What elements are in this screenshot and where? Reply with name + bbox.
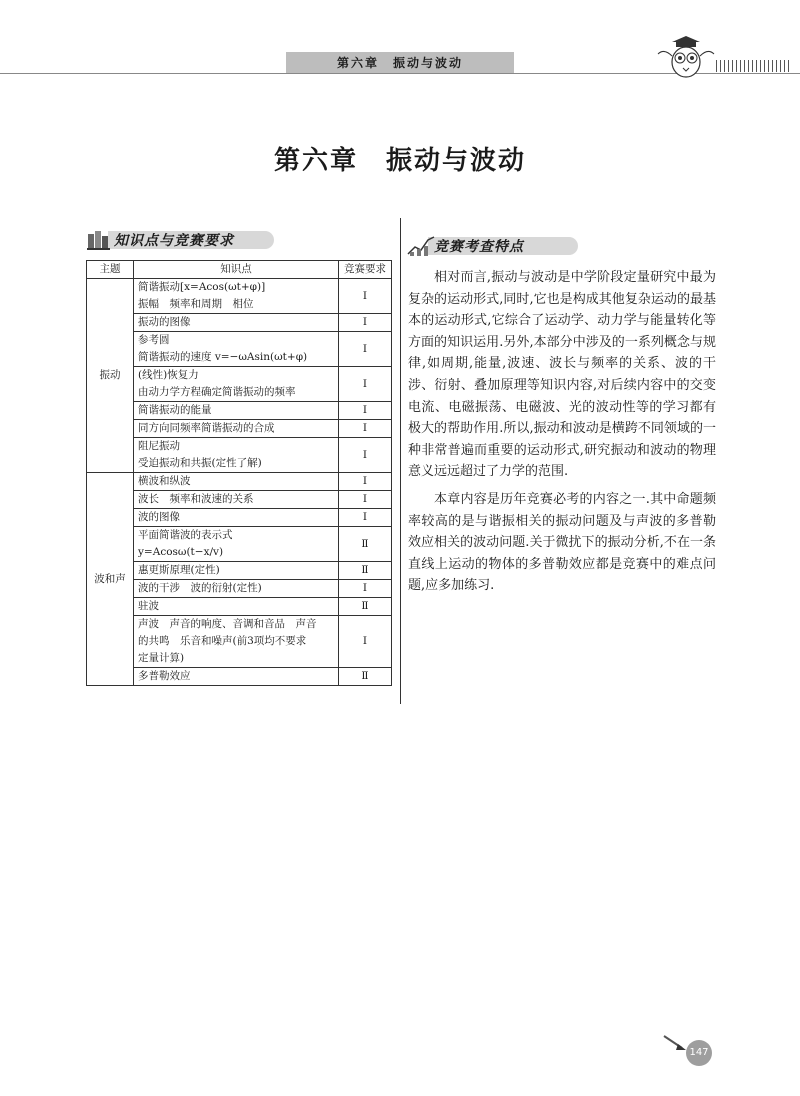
table-header-row <box>87 261 392 279</box>
header-requirement: 竞赛要求 <box>339 261 392 279</box>
knowledge-line: 参考圆 <box>138 334 170 346</box>
chapter-title: 第六章 振动与波动 <box>273 146 526 176</box>
knowledge-line: y=Acosω(t−x/v) <box>138 546 224 558</box>
knowledge-line: 振动的图像 <box>138 316 191 328</box>
paragraph-2: 本章内容是历年竞赛必考的内容之一.其中命题频率较高的是与谐振相关的振动问题及与声波的多普勒效应相关的波动问题.关于微扰下的振动分析,不在一条直线上运动的物体的多普勒效应都是竞赛中的难点问题,应多加练习. <box>408 492 716 594</box>
knowledge-line: 的共鸣 乐音和噪声(前3项均不要求 <box>138 635 307 647</box>
requirement-cell: Ⅰ <box>339 491 392 509</box>
knowledge-cell <box>134 438 339 473</box>
requirement-cell: Ⅰ <box>339 402 392 420</box>
knowledge-cell <box>134 562 339 580</box>
requirement-cell: Ⅰ <box>339 473 392 491</box>
paragraph-1: 相对而言,振动与波动是中学阶段定量研究中最为复杂的运动形式,同时,它也是构成其他复杂运动的最基本的运动形式,它综合了运动学、动力学与能量转化等方面的知识运用.另外,本部分中涉及的一系列概念与规律,如周期,能量,波速、波长与频率的关系、波的干涉、衍射、叠加原理等知识内容,对后续内容中的交变电流、电磁振荡、电磁波、光的波动性等的学习都有极大的帮助作用.所以,振动和波动是横跨不同领域的一种非常普遍而重要的运动形式,研究振动和波动的物理意义远远超过了力学的范围. <box>408 270 716 480</box>
requirement-cell: Ⅰ <box>339 580 392 598</box>
knowledge-line: 振幅 频率和周期 相位 <box>138 298 254 310</box>
knowledge-line: 多普勒效应 <box>138 670 191 682</box>
right-section-heading-text: 竞赛考查特点 <box>434 239 524 255</box>
knowledge-cell <box>134 580 339 598</box>
knowledge-cell <box>134 491 339 509</box>
knowledge-cell <box>134 314 339 332</box>
knowledge-line: 简谐振动的能量 <box>138 404 212 416</box>
mascot-icon <box>656 28 716 80</box>
knowledge-cell <box>134 402 339 420</box>
knowledge-cell <box>134 616 339 668</box>
column-divider <box>400 218 401 704</box>
left-section-heading-text: 知识点与竞赛要求 <box>114 233 234 249</box>
requirement-cell: Ⅱ <box>339 668 392 686</box>
knowledge-cell <box>134 598 339 616</box>
knowledge-line: 由动力学方程确定简谐振动的频率 <box>138 386 296 398</box>
knowledge-cell <box>134 279 339 314</box>
requirement-cell: Ⅰ <box>339 420 392 438</box>
page-number: 147 <box>686 1040 712 1066</box>
knowledge-line: 声波 声音的响度、音调和音品 声音 <box>138 618 317 630</box>
chart-icon <box>406 234 436 258</box>
knowledge-line: 横波和纵波 <box>138 475 191 487</box>
topic-cell: 振动 <box>87 279 134 473</box>
knowledge-line: 驻波 <box>138 600 159 612</box>
knowledge-line: 简谐振动的速度 v=−ωAsin(ωt+φ) <box>138 351 308 363</box>
page-arrow-icon <box>662 1034 688 1056</box>
knowledge-line: 平面简谐波的表示式 <box>138 529 233 541</box>
knowledge-cell <box>134 668 339 686</box>
knowledge-line: 简谐振动[x=Acos(ωt+φ)] <box>138 281 266 293</box>
knowledge-line: 波的图像 <box>138 511 180 523</box>
knowledge-cell <box>134 332 339 367</box>
requirement-cell: Ⅱ <box>339 527 392 562</box>
topic-cell: 波和声 <box>87 473 134 686</box>
knowledge-line: 惠更斯原理(定性) <box>138 564 220 576</box>
requirement-cell: Ⅰ <box>339 279 392 314</box>
header-stripes <box>716 60 792 72</box>
book-icon <box>86 228 112 252</box>
table-row <box>87 473 392 491</box>
running-header: 第六章 振动与波动 <box>286 52 514 74</box>
header-topic: 主题 <box>87 261 134 279</box>
knowledge-line: 波长 频率和波速的关系 <box>138 493 254 505</box>
left-section-heading <box>86 228 276 252</box>
knowledge-line: 受迫振动和共振(定性了解) <box>138 457 262 469</box>
knowledge-cell <box>134 420 339 438</box>
requirement-cell: Ⅰ <box>339 332 392 367</box>
knowledge-line: (线性)恢复力 <box>138 369 199 381</box>
knowledge-cell <box>134 473 339 491</box>
requirement-cell: Ⅰ <box>339 438 392 473</box>
knowledge-cell <box>134 367 339 402</box>
knowledge-cell <box>134 527 339 562</box>
requirement-cell: Ⅰ <box>339 314 392 332</box>
requirement-cell: Ⅱ <box>339 598 392 616</box>
knowledge-cell <box>134 509 339 527</box>
header-knowledge: 知识点 <box>134 261 339 279</box>
knowledge-line: 同方向同频率简谐振动的合成 <box>138 422 275 434</box>
table-body <box>87 279 392 686</box>
requirement-cell: Ⅰ <box>339 509 392 527</box>
knowledge-line: 阻尼振动 <box>138 440 180 452</box>
right-section-heading <box>406 234 576 258</box>
knowledge-line: 定量计算) <box>138 652 185 664</box>
requirement-cell: Ⅱ <box>339 562 392 580</box>
requirement-cell: Ⅰ <box>339 367 392 402</box>
requirement-cell: Ⅰ <box>339 616 392 668</box>
knowledge-line: 波的干涉 波的衍射(定性) <box>138 582 262 594</box>
table-row <box>87 279 392 314</box>
knowledge-table <box>86 260 392 686</box>
